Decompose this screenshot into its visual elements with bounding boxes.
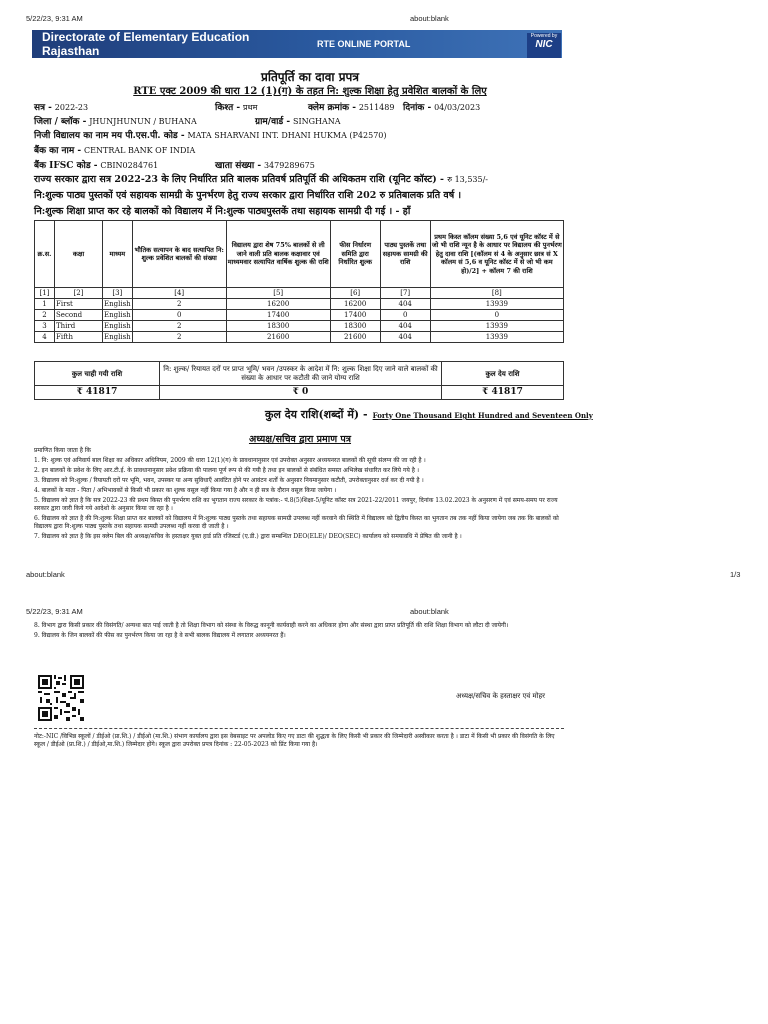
ifsc-label: बैंक IFSC कोड - xyxy=(34,161,98,171)
account-label: खाता संख्या - xyxy=(215,161,262,171)
cell: 17400 xyxy=(226,310,330,321)
summary-value-row xyxy=(35,386,564,400)
doc-subtitle: RTE एक्ट 2009 की धारा 12 (1)(ग) के तहत नि: शुल्क शिक्षा हेतु प्रवेशित बालकों के लिए xyxy=(133,86,487,97)
cell: 2 xyxy=(132,299,226,310)
village-value: SINGHANA xyxy=(292,117,341,126)
cell: 17400 xyxy=(330,310,380,321)
cell: 13939 xyxy=(430,332,563,343)
certificate-point: 4. बालकों के माता - पिता / अभिभावकों से किसी भी प्रकार का शुल्क वसूल नहीं किया गया है और न ही सत्र के दौरान वसूल किया जायेगा । xyxy=(34,487,337,494)
cell: 1 xyxy=(35,299,55,310)
ifsc-line xyxy=(34,158,158,171)
total-claimed-label: कुल चाही गयी राशि xyxy=(35,362,160,386)
summary-table xyxy=(34,361,564,400)
col-number: [4] xyxy=(132,288,226,299)
certificate-intro: प्रमाणित किया जाता है कि xyxy=(34,447,92,454)
cell: Third xyxy=(55,321,103,332)
amount-words-value: Forty One Thousand Eight Hundred and Seventeen Only xyxy=(372,411,593,420)
cell: First xyxy=(55,299,103,310)
cell: 404 xyxy=(380,321,430,332)
deduction-value: ₹ 0 xyxy=(160,386,442,400)
claim-line xyxy=(308,100,394,113)
cell: 16200 xyxy=(226,299,330,310)
summary-header-row xyxy=(35,362,564,386)
certificate-points-continued xyxy=(34,622,564,640)
portal-banner xyxy=(32,30,562,58)
cell: 0 xyxy=(430,310,563,321)
col-header-1: क्र.स. xyxy=(35,221,55,288)
nic-powered-text: Powered by xyxy=(530,33,558,39)
unit-cost-line xyxy=(34,172,488,185)
bank-line xyxy=(34,143,195,156)
district-value: JHUNJHUNUN / BUHANA xyxy=(89,117,197,126)
certificate-point: 1. नि: शुल्क एवं अनिवार्य बाल शिक्षा का अधिकार अधिनियम, 2009 की धारा 12(1)(ग) के प्रावधानानुसार एवं उपरोक्त अनुसार अध्ययनरत बालकों की सूची संलग्न की जा रही है । xyxy=(34,457,426,464)
cell: 21600 xyxy=(226,332,330,343)
bank-value: CENTRAL BANK OF INDIA xyxy=(84,146,196,155)
page2-print-datetime: 5/22/23, 9:31 AM xyxy=(26,607,83,616)
account-value: 3479289675 xyxy=(263,161,315,170)
certificate-title: अध्यक्ष/सचिव द्वारा प्रमाण पत्र xyxy=(248,434,352,445)
col-header-7: पाठ्य पुस्तकें तथा सहायक सामग्री की राशि xyxy=(380,221,430,288)
session-label: सत्र - xyxy=(34,103,52,113)
account-line xyxy=(215,158,315,171)
session-line xyxy=(34,100,88,113)
table-row xyxy=(35,299,564,310)
cell: 13939 xyxy=(430,321,563,332)
kisht-label: किश्त - xyxy=(215,103,241,113)
cell: English xyxy=(104,310,131,319)
kisht-line xyxy=(215,100,257,113)
unit-cost-text: राज्य सरकार द्वारा सत्र 2022-23 के लिए निर्धारित प्रति बालक प्रतिवर्ष प्रतिपूर्ति की अधिकतम राशि (यूनिट कॉस्ट) - xyxy=(34,174,444,185)
banner-portal: RTE ONLINE PORTAL xyxy=(317,39,411,49)
certificate-point: 3. विद्यालय को नि:शुल्क / रियायती दरों पर भूमि, भवन, उपस्कर या अन्य सुविधाएँ आवंटित होने पर आवंटन शर्तों के अनुसार नियमानुसार कटौती, उपरोक्तानुसार दर्ज कर दी गयी है । xyxy=(34,477,424,484)
certificate-point: 5. विद्यालय को ज्ञात है कि सत्र 2022-23 की प्रथम किस्त की पुनर्भरण राशि का भुगतान राज्य सरकार के पत्रांक:- पं.8(5)शिक्षा-5/यूनिट कॉस्ट सत्र 2021-22/2011 जयपुर, दिनांक 13.02.2023 के अनुसरण में एवं समय-समय पर राज्य सरकार द्वारा जारी किये गये आदेशो के अनुसार किया जा रहा है । xyxy=(34,497,558,512)
question-answer: हाँ xyxy=(402,206,411,217)
unit-cost-value: रु 13,535/- xyxy=(447,175,488,184)
col-number: [8] xyxy=(430,288,563,299)
district-label: जिला / ब्लॉक - xyxy=(34,117,87,127)
kisht-value: प्रथम xyxy=(242,103,258,112)
total-payable-value: ₹ 41817 xyxy=(442,386,564,400)
school-value: MATA SHARVANI INT. DHANI HUKMA (P42570) xyxy=(187,131,387,140)
table-row xyxy=(35,310,564,321)
deduction-label: नि: शुल्क/ रियायत दरों पर प्राप्त भूमि/ भवन /उपस्कर के आदेश में नि: शुल्क शिक्षा दिए जाने वाले बालकों की संख्या के आधार पर कटौती की जाने योग्य राशि xyxy=(160,362,442,386)
session-value: 2022-23 xyxy=(54,103,89,112)
col-header-6: फीस निर्धारण समिति द्वारा निर्धारित शुल्क xyxy=(330,221,380,288)
nic-logo xyxy=(527,33,561,58)
bank-label: बैंक का नाम - xyxy=(34,146,82,156)
cell: 3 xyxy=(35,321,55,332)
table-row xyxy=(35,321,564,332)
footer-note: नोट:-NIC /विभिन्न स्कूलों / डीईओ (प्रा.शि.) / डीईओ (मा.शि.) संभाग कार्यालय द्वारा इस वेबसाइट पर अपलोड किए गए डाटा की शुद्धता के लिए किसी भी प्रकार की जिम्मेदारी अस्वीकार करता है । डाटा में किसी भी प्रकार की विसंगति के लिए स्कूल / डीईओ (प्रा.शि.) / डीईओ,मा.शि.) जिम्मेदार होंगे। स्कूल द्वारा उपरोक्त प्रपत्र दिनांक : 22-05-2023 को प्रिंट किया गया है। xyxy=(34,733,555,748)
cell: 18300 xyxy=(330,321,380,332)
cell: 2 xyxy=(35,310,55,321)
cell: 2 xyxy=(132,332,226,343)
signature-label: अध्यक्ष/सचिव के हस्ताक्षर एवं मोहर xyxy=(456,692,546,700)
col-number: [6] xyxy=(330,288,380,299)
cell: 18300 xyxy=(226,321,330,332)
village-line xyxy=(255,114,341,127)
district-line xyxy=(34,114,197,127)
table-row xyxy=(35,332,564,343)
certificate-point: 9. विद्यालय के जिन बालकों की फीस का पुनर्भरण किया जा रहा है वे सभी बालक विद्यालय में लगातार अध्ययनरत हैं। xyxy=(34,632,286,639)
claim-table xyxy=(34,220,564,343)
col-number: [3] xyxy=(103,288,133,299)
certificate-point: 7. विद्यालय को ज्ञात है कि इस क्लेम बिल की अध्यक्ष/सचिव के हस्ताक्षर युक्त हार्ड प्रति रजिस्टर्ड (ए.डी.) द्वारा सम्बन्धित DEO(ELE)/ DEO(SEC) कार्यालय को समयावधि में प्रेषित की जानी है । xyxy=(34,533,462,540)
cell: 0 xyxy=(132,310,226,321)
certificate-point: 6. विद्यालय को ज्ञात है की नि:शुल्क शिक्षा प्राप्त कर बालकों को विद्यालय में नि:शुल्क पाठ्य पुस्तके तथा सहायक सामग्री उपलब्ध नहीं करवाने की स्थिति में विद्यालय को द्वितीय किस्त का भुगतान तब तक नहीं किया जायेगा जब तक कि बालकों को विद्यालय द्वारा नि:शुल्क पाठ्य पुस्तके तथा सहायक सामग्री उपलब्ध नहीं करवा दी जाती है । xyxy=(34,515,559,530)
doc-title: प्रतिपूर्ति का दावा प्रपत्र xyxy=(261,70,359,84)
school-line xyxy=(34,128,387,141)
page-number: 1/3 xyxy=(730,570,741,579)
col-header-5: विद्यालय द्वारा शेष 75% बालकों से ली जाने वाली प्रति बालक कक्षावार एवं माध्यमवार सत्यापित वार्षिक शुल्क की राशि xyxy=(226,221,330,288)
certificate-point: 8. विभाग द्वारा किसी प्रकार की विसंगति/ अन्यथा बात पाई जाती है तो शिक्षा विभाग को संस्था के विरुद्ध कानूनी कार्यवाही करने का अधिकार होगा और संस्था द्वारा प्राप्त प्रतिपूर्ति की राशि शिक्षा विभाग को लौटा दी जायेगी। xyxy=(34,622,509,629)
print-datetime: 5/22/23, 9:31 AM xyxy=(26,14,83,23)
claim-value: 2511489 xyxy=(358,103,395,112)
banner-title: Directorate of Elementary Education Rajasthan xyxy=(42,30,250,58)
col-number: [2] xyxy=(55,288,103,299)
date-label: दिनांक - xyxy=(403,103,432,113)
footer-divider xyxy=(34,728,564,729)
col-number: [5] xyxy=(226,288,330,299)
total-payable-label: कुल देय राशि xyxy=(442,362,564,386)
school-label: निजी विद्यालय का नाम मय पी.एस.पी. कोड - xyxy=(34,131,185,141)
qr-code xyxy=(38,675,84,721)
cell: English xyxy=(104,332,131,341)
col-number: [1] xyxy=(35,288,55,299)
col-header-3: माध्यम xyxy=(103,221,133,288)
cell: 16200 xyxy=(330,299,380,310)
certificate-points xyxy=(34,457,564,541)
ifsc-value: CBIN0284761 xyxy=(100,161,159,170)
cell: 404 xyxy=(380,332,430,343)
amount-in-words xyxy=(265,403,593,422)
page2-print-url: about:blank xyxy=(410,607,449,616)
date-value: 04/03/2023 xyxy=(434,103,481,112)
claim-label: क्लेम क्रमांक - xyxy=(308,103,356,113)
cell: English xyxy=(104,299,131,308)
cell: 2 xyxy=(132,321,226,332)
cell: 404 xyxy=(380,299,430,310)
certificate-point: 2. इन बालकों के प्रवेश के लिए आर.टी.ई. के प्रावधानानुसार प्रवेश प्रक्रिया की पालना पूर्ण रूप से की गयी है तथा इन बालकों से संबंधित समस्त अभिलेख संधारित कर लिये गये है । xyxy=(34,467,420,474)
page1-footer-url: about:blank xyxy=(26,570,65,579)
nic-logo-text: NIC xyxy=(535,39,553,50)
col-header-4: भौतिक सत्यापन के बाद सत्यापित नि: शुल्क प्रवेशित बालकों की संख्या xyxy=(132,221,226,288)
date-line xyxy=(403,100,480,113)
table-header-row xyxy=(35,221,564,288)
village-label: ग्राम/वार्ड - xyxy=(255,117,291,127)
cell: 21600 xyxy=(330,332,380,343)
print-url: about:blank xyxy=(410,14,449,23)
books-line: नि:शुल्क पाठ्य पुस्तकों एवं सहायक सामग्री के पुनर्भरण हेतु राज्य सरकार द्वारा निर्धारित राशि 202 रु प्रतिबालक प्रति वर्ष । xyxy=(34,190,462,201)
cell: English xyxy=(104,321,131,330)
question-line xyxy=(34,204,410,217)
col-number: [7] xyxy=(380,288,430,299)
cell: Second xyxy=(55,310,103,321)
amount-words-label: कुल देय राशि(शब्दों में) - xyxy=(265,408,368,421)
cell: 4 xyxy=(35,332,55,343)
cell: 0 xyxy=(380,310,430,321)
cell: Fifth xyxy=(55,332,103,343)
col-header-2: कक्षा xyxy=(55,221,103,288)
col-header-8: प्रथम किस्त कॉलम संख्या 5,6 एवं यूनिट कॉस्ट में से जो भी राशि न्यून है के आधार पर विद्यालय की पुनर्भरण हेतु दावा राशि [(कॉलम सं 4 के अनुसार छात्र सं X कॉलम सं 5,6 व यूनिट कॉस्ट में से जो भी कम हो)/2] + कॉलम 7 की राशि xyxy=(430,221,563,288)
table-colnum-row xyxy=(35,288,564,299)
question-text: नि:शुल्क शिक्षा प्राप्त कर रहे बालकों को विद्यालय में नि:शुल्क पाठ्यपुस्तकें तथा सहायक सामग्री दी गई । - xyxy=(34,206,400,217)
total-claimed-value: ₹ 41817 xyxy=(35,386,160,400)
cell: 13939 xyxy=(430,299,563,310)
